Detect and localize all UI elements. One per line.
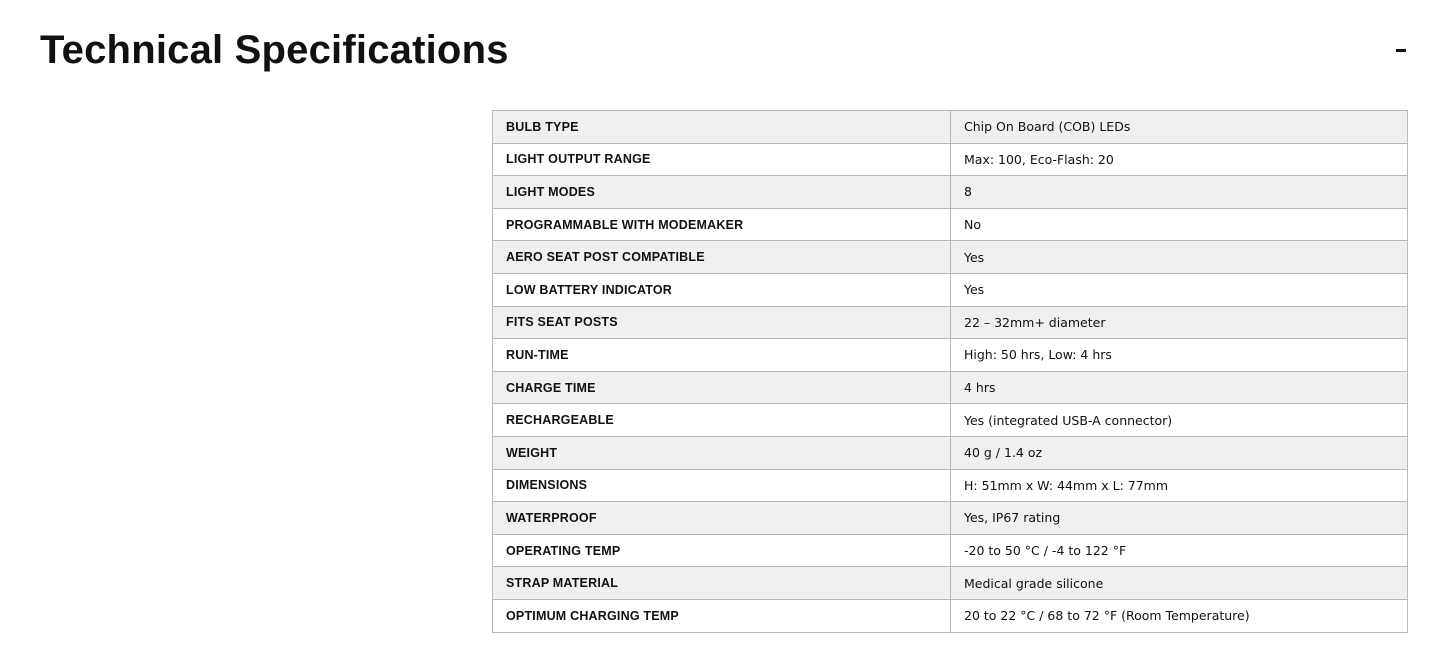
spec-value: Yes (integrated USB-A connector) <box>951 404 1408 437</box>
specs-header <box>40 22 1408 82</box>
table-row <box>493 176 1408 209</box>
spec-label: LIGHT OUTPUT RANGE <box>493 143 951 176</box>
spec-value: 8 <box>951 176 1408 209</box>
table-row <box>493 404 1408 437</box>
spec-value: Medical grade silicone <box>951 567 1408 600</box>
spec-value: Yes <box>951 241 1408 274</box>
spec-label: AERO SEAT POST COMPATIBLE <box>493 241 951 274</box>
spec-label: OPTIMUM CHARGING TEMP <box>493 599 951 632</box>
spec-value: High: 50 hrs, Low: 4 hrs <box>951 339 1408 372</box>
spec-label: DIMENSIONS <box>493 469 951 502</box>
table-row <box>493 241 1408 274</box>
spec-value: 20 to 22 °C / 68 to 72 °F (Room Temperature) <box>951 599 1408 632</box>
spec-value: Yes <box>951 273 1408 306</box>
spec-label: RUN-TIME <box>493 339 951 372</box>
minus-icon <box>1396 49 1406 52</box>
spec-value: 4 hrs <box>951 371 1408 404</box>
page-title: Technical Specifications <box>40 28 509 72</box>
spec-value: 40 g / 1.4 oz <box>951 436 1408 469</box>
table-row <box>493 208 1408 241</box>
collapse-toggle-button[interactable] <box>1394 36 1408 64</box>
spec-value: Max: 100, Eco-Flash: 20 <box>951 143 1408 176</box>
spec-value: No <box>951 208 1408 241</box>
spec-label: WATERPROOF <box>493 502 951 535</box>
spec-value: Yes, IP67 rating <box>951 502 1408 535</box>
spec-label: OPERATING TEMP <box>493 534 951 567</box>
spec-label: CHARGE TIME <box>493 371 951 404</box>
table-row <box>493 436 1408 469</box>
table-row <box>493 273 1408 306</box>
spec-label: STRAP MATERIAL <box>493 567 951 600</box>
table-row <box>493 502 1408 535</box>
table-row <box>493 599 1408 632</box>
table-row <box>493 306 1408 339</box>
table-row <box>493 469 1408 502</box>
table-row <box>493 339 1408 372</box>
table-row <box>493 567 1408 600</box>
spec-label: FITS SEAT POSTS <box>493 306 951 339</box>
table-row <box>493 111 1408 144</box>
table-row <box>493 371 1408 404</box>
spec-label: PROGRAMMABLE WITH MODEMAKER <box>493 208 951 241</box>
specs-table <box>492 110 1408 633</box>
spec-label: WEIGHT <box>493 436 951 469</box>
spec-label: RECHARGEABLE <box>493 404 951 437</box>
table-row <box>493 143 1408 176</box>
spec-value: 22 – 32mm+ diameter <box>951 306 1408 339</box>
table-row <box>493 534 1408 567</box>
spec-label: LOW BATTERY INDICATOR <box>493 273 951 306</box>
spec-label: LIGHT MODES <box>493 176 951 209</box>
spec-value: -20 to 50 °C / -4 to 122 °F <box>951 534 1408 567</box>
spec-label: BULB TYPE <box>493 111 951 144</box>
spec-value: Chip On Board (COB) LEDs <box>951 111 1408 144</box>
spec-value: H: 51mm x W: 44mm x L: 77mm <box>951 469 1408 502</box>
